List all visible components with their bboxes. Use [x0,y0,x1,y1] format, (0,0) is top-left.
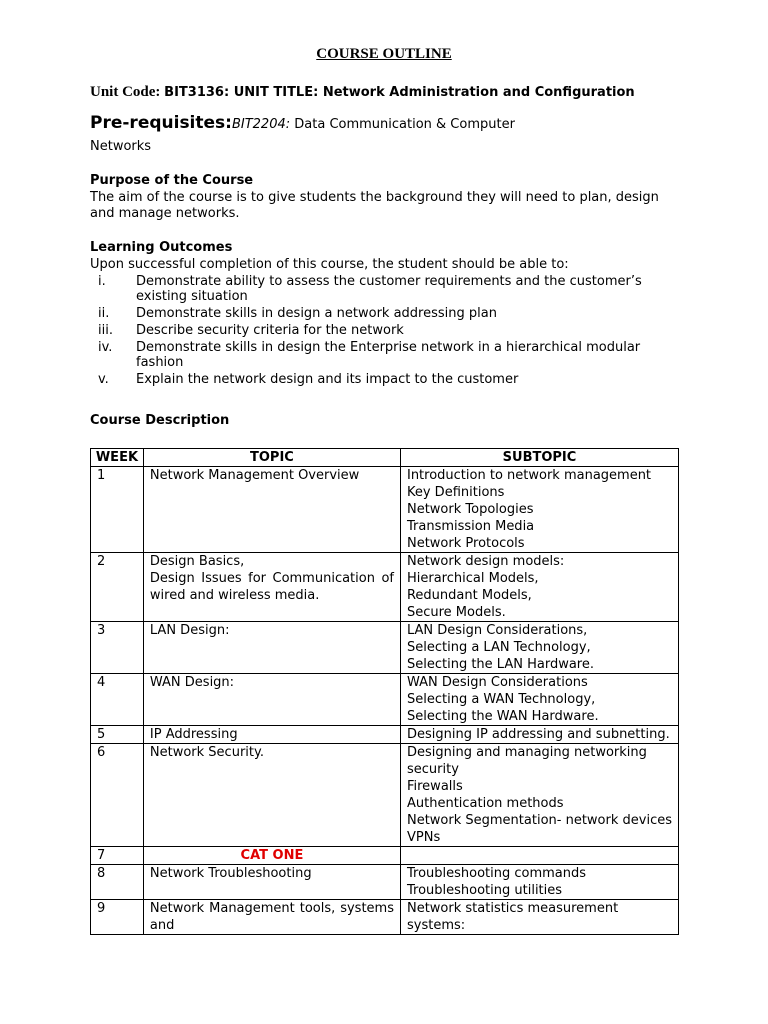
table-body [91,467,679,935]
course-description-heading: Course Description [90,413,230,428]
subtopic-line: Firewalls [406,779,463,794]
table-header-row [91,449,679,467]
list-item [90,274,690,304]
subtopic-cell [400,744,678,847]
subtopic-line: Troubleshooting commands [406,866,587,881]
week-cell: 6 [91,744,144,847]
subtopic-line: VPNs [406,830,441,845]
subtopic-line: Network design models: [406,554,565,569]
subtopic-line: Selecting the LAN Hardware. [406,657,594,672]
topic-cell [143,726,400,744]
topic-cell [143,900,400,935]
list-item-text: Describe security criteria for the network [136,323,404,338]
subtopic-line: Network Topologies [406,502,534,517]
week-cell: 8 [91,865,144,900]
list-item-number: v. [98,372,109,387]
week-cell: 9 [91,900,144,935]
topic-cell [143,553,400,622]
unit-code-label: Unit Code: [90,84,165,100]
subtopic-cell [400,865,678,900]
list-item-text: Demonstrate skills in design the Enterprise network in a hierarchical modular fashion [136,340,641,370]
purpose-heading: Purpose of the Course [90,173,254,188]
subtopic-line: Network statistics measurement systems: [406,901,619,933]
subtopic-line: Redundant Models, [406,588,532,603]
list-item-text: Explain the network design and its impact to the customer [136,372,519,387]
topic-line: Network Management Overview [149,468,360,483]
week-cell: 5 [91,726,144,744]
table-row [91,744,679,847]
subtopic-line: Selecting a WAN Technology, [406,692,596,707]
week-cell: 2 [91,553,144,622]
table-row [91,900,679,935]
subtopic-line: Designing IP addressing and subnetting. [406,727,670,742]
topic-line: IP Addressing [149,727,238,742]
week-cell: 1 [91,467,144,553]
list-item-number: iii. [98,323,113,338]
prerequisite-text-continued: Networks [90,139,152,154]
subtopic-line: Secure Models. [406,605,506,620]
subtopic-line: Network Protocols [406,536,525,551]
column-header-subtopic: SUBTOPIC [400,449,678,467]
subtopic-line: Troubleshooting utilities [406,883,563,898]
topic-line: Design Issues for Communication of wired and wireless media. [149,571,394,603]
topic-line: Network Security. [149,745,264,760]
column-header-topic: TOPIC [143,449,400,467]
prerequisites-line [90,113,515,133]
subtopic-line: Network Segmentation- network devices [406,813,672,828]
list-item-number: iv. [98,340,113,355]
table-row [91,467,679,553]
list-item-number: i. [98,274,106,289]
learning-outcomes-heading: Learning Outcomes [90,240,233,255]
learning-outcomes-intro: Upon successful completion of this course, the student should be able to: [90,257,569,272]
subtopic-cell [400,900,678,935]
table-row [91,622,679,674]
cat-label: CAT ONE [240,848,304,863]
unit-code-value: BIT3136: UNIT TITLE: Network Administration and Configuration [164,85,635,100]
subtopic-line: Selecting the WAN Hardware. [406,709,599,724]
subtopic-cell [400,553,678,622]
subtopic-line: Designing and managing networking security [406,745,647,777]
week-cell: 7 [91,847,144,865]
subtopic-cell [400,847,678,865]
topic-line: Design Basics, [149,554,245,569]
subtopic-line: Key Definitions [406,485,505,500]
prerequisites-label: Pre-requisites: [90,113,232,133]
subtopic-line: WAN Design Considerations [406,675,588,690]
subtopic-line: Transmission Media [406,519,535,534]
column-header-week: WEEK [91,449,144,467]
week-cell: 3 [91,622,144,674]
list-item [90,306,690,321]
list-item [90,323,690,338]
unit-code-line [90,84,635,101]
table-row [91,674,679,726]
purpose-paragraph: The aim of the course is to give students the background they will need to plan, design and manage networks. [90,190,659,221]
table-row [91,553,679,622]
list-item-text: Demonstrate skills in design a network addressing plan [136,306,497,321]
topic-cell [143,622,400,674]
topic-cell [143,847,400,865]
topic-cell [143,744,400,847]
list-item-text: Demonstrate ability to assess the customer requirements and the customer’s existing situation [136,274,642,304]
week-cell: 4 [91,674,144,726]
subtopic-cell [400,726,678,744]
subtopic-line: Introduction to network management [406,468,652,483]
topic-line: WAN Design: [149,675,235,690]
table-row [91,726,679,744]
subtopic-line: LAN Design Considerations, [406,623,588,638]
prerequisite-text: Data Communication & Computer [290,117,515,132]
topic-cell [143,674,400,726]
prerequisite-code: BIT2204: [231,117,291,132]
course-description-table [90,448,679,935]
list-item-number: ii. [98,306,110,321]
table-row [91,847,679,865]
topic-line: Network Troubleshooting [149,866,312,881]
table-row [91,865,679,900]
topic-line: LAN Design: [149,623,230,638]
topic-line: Network Management tools, systems and [149,901,394,933]
subtopic-cell [400,674,678,726]
subtopic-line: Hierarchical Models, [406,571,539,586]
document-title: COURSE OUTLINE [316,46,452,62]
subtopic-cell [400,467,678,553]
subtopic-line: Selecting a LAN Technology, [406,640,591,655]
learning-outcomes-list [90,274,690,389]
list-item [90,372,690,387]
topic-cell [143,467,400,553]
topic-cell [143,865,400,900]
subtopic-line: Authentication methods [406,796,564,811]
subtopic-cell [400,622,678,674]
list-item [90,340,690,370]
